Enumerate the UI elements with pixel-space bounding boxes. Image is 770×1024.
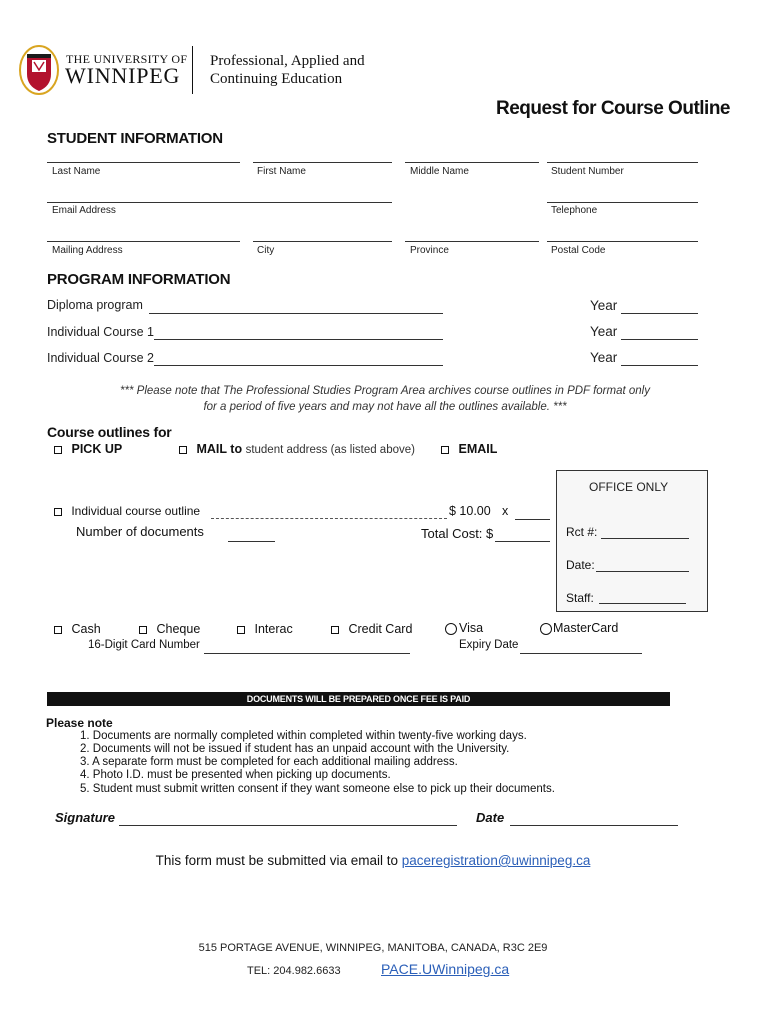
note-item: 1. Documents are normally completed within completed within twenty-five working days.	[80, 730, 527, 742]
mailing-address-field[interactable]	[47, 241, 240, 242]
diploma-year-label: Year	[590, 298, 618, 313]
diploma-field[interactable]	[149, 313, 443, 314]
num-docs-field[interactable]	[228, 541, 275, 542]
office-date-label: Date:	[566, 558, 595, 572]
office-only-title: OFFICE ONLY	[589, 480, 669, 494]
mail-detail: student address (as listed above)	[245, 444, 415, 456]
header-divider	[192, 46, 193, 94]
telephone-label: Telephone	[551, 205, 598, 216]
telephone-field[interactable]	[547, 202, 698, 203]
course-outlines-heading: Course outlines for	[47, 424, 172, 440]
expiry-field[interactable]	[520, 653, 642, 654]
individual-outline-label: Individual course outline	[71, 504, 201, 518]
email-field[interactable]	[47, 202, 392, 203]
student-number-field[interactable]	[547, 162, 698, 163]
individual-outline-checkbox[interactable]	[54, 508, 62, 516]
course2-field[interactable]	[154, 365, 443, 366]
visa-radio[interactable]	[445, 623, 457, 635]
total-cost-field[interactable]	[495, 541, 550, 542]
note-item: 5. Student must submit written consent if they want someone else to pick up their documents.	[80, 783, 555, 795]
diploma-year-field[interactable]	[621, 313, 698, 314]
university-name-line2: WINNIPEG	[65, 63, 181, 88]
signature-date-label: Date	[476, 810, 505, 825]
email-label: Email Address	[52, 205, 116, 216]
university-name-line1: THE UNIVERSITY OF	[66, 52, 188, 66]
student-number-label: Student Number	[551, 166, 624, 177]
middle-name-field[interactable]	[405, 162, 539, 163]
rct-field[interactable]	[601, 538, 689, 539]
credit-card-option[interactable]	[331, 622, 412, 636]
total-cost-label: Total Cost: $	[421, 526, 494, 541]
mastercard-radio[interactable]	[540, 623, 552, 635]
rct-label: Rct #:	[566, 525, 598, 539]
visa-label: Visa	[459, 621, 484, 635]
pickup-label: PICK UP	[71, 442, 123, 456]
interac-label: Interac	[254, 622, 293, 636]
course1-year-field[interactable]	[621, 339, 698, 340]
city-label: City	[257, 245, 275, 256]
individual-outline-option[interactable]	[54, 504, 200, 518]
interac-checkbox[interactable]	[237, 626, 245, 634]
course2-year-field[interactable]	[621, 365, 698, 366]
province-label: Province	[410, 245, 449, 256]
university-crest	[18, 44, 60, 96]
fee-banner	[47, 692, 670, 706]
quantity-field[interactable]	[515, 519, 550, 520]
email-option[interactable]	[441, 442, 497, 456]
mastercard-option[interactable]	[540, 621, 618, 635]
cash-checkbox[interactable]	[54, 626, 62, 634]
student-info-heading: STUDENT INFORMATION	[47, 130, 223, 147]
course1-field[interactable]	[154, 339, 443, 340]
price-label: $ 10.00	[449, 504, 491, 518]
expiry-label: Expiry Date	[459, 639, 519, 651]
course2-label: Individual Course 2	[47, 351, 155, 365]
staff-field[interactable]	[599, 603, 686, 604]
footer-website-link[interactable]: PACE.UWinnipeg.ca	[381, 961, 510, 977]
pickup-checkbox[interactable]	[54, 446, 62, 454]
archive-note-line1: *** Please note that The Professional Studies Program Area archives course outlines in PDF format only	[120, 385, 650, 397]
department-line1: Professional, Applied and	[210, 53, 365, 69]
email-checkbox[interactable]	[441, 446, 449, 454]
course1-label: Individual Course 1	[47, 325, 155, 339]
submit-instruction	[0, 853, 746, 868]
postal-code-field[interactable]	[547, 241, 698, 242]
mail-label: MAIL to	[196, 442, 243, 456]
mastercard-label: MasterCard	[553, 621, 619, 635]
office-date-field[interactable]	[596, 571, 689, 572]
last-name-label: Last Name	[52, 166, 101, 177]
first-name-label: First Name	[257, 166, 306, 177]
province-field[interactable]	[405, 241, 539, 242]
archive-note-line2: for a period of five years and may not have all the outlines available. ***	[203, 401, 567, 413]
mail-checkbox[interactable]	[179, 446, 187, 454]
fee-banner-text: DOCUMENTS WILL BE PREPARED ONCE FEE IS PAID	[246, 694, 471, 704]
cash-option[interactable]	[54, 622, 101, 636]
note-item: 3. A separate form must be completed for each additional mailing address.	[80, 756, 458, 768]
signature-field[interactable]	[119, 825, 457, 826]
middle-name-label: Middle Name	[410, 166, 469, 177]
footer-tel: TEL: 204.982.6633	[247, 965, 341, 977]
footer-address: 515 PORTAGE AVENUE, WINNIPEG, MANITOBA, CANADA, R3C 2E9	[198, 942, 548, 954]
credit-card-label: Credit Card	[348, 622, 413, 636]
card-number-field[interactable]	[204, 653, 410, 654]
postal-code-label: Postal Code	[551, 245, 606, 256]
card-number-label: 16-Digit Card Number	[88, 639, 200, 651]
cheque-option[interactable]	[139, 622, 200, 636]
first-name-field[interactable]	[253, 162, 392, 163]
department-line2: Continuing Education	[210, 71, 343, 87]
diploma-label: Diploma program	[47, 298, 143, 312]
cash-label: Cash	[71, 622, 101, 636]
individual-outline-field[interactable]	[211, 518, 447, 519]
staff-label: Staff:	[566, 591, 594, 605]
note-item: 4. Photo I.D. must be presented when picking up documents.	[80, 769, 391, 781]
city-field[interactable]	[253, 241, 392, 242]
submit-text: This form must be submitted via email to	[155, 853, 398, 868]
times-label: x	[502, 504, 509, 518]
note-item: 2. Documents will not be issued if student has an unpaid account with the University.	[80, 743, 510, 755]
signature-label: Signature	[55, 810, 115, 825]
credit-card-checkbox[interactable]	[331, 626, 339, 634]
num-docs-label: Number of documents	[76, 524, 204, 539]
mailing-address-label: Mailing Address	[52, 245, 123, 256]
course2-year-label: Year	[590, 350, 618, 365]
program-info-heading: PROGRAM INFORMATION	[47, 271, 231, 288]
form-title: Request for Course Outline	[495, 98, 730, 119]
visa-option[interactable]	[445, 621, 483, 635]
signature-date-field[interactable]	[510, 825, 678, 826]
please-note-heading: Please note	[46, 716, 113, 730]
email-option-label: EMAIL	[458, 442, 498, 456]
cheque-label: Cheque	[156, 622, 201, 636]
submit-email-link[interactable]: paceregistration@uwinnipeg.ca	[401, 853, 591, 868]
last-name-field[interactable]	[47, 162, 240, 163]
pickup-option[interactable]	[54, 442, 122, 456]
mail-option[interactable]	[179, 442, 415, 456]
course1-year-label: Year	[590, 324, 618, 339]
cheque-checkbox[interactable]	[139, 626, 147, 634]
interac-option[interactable]	[237, 622, 293, 636]
